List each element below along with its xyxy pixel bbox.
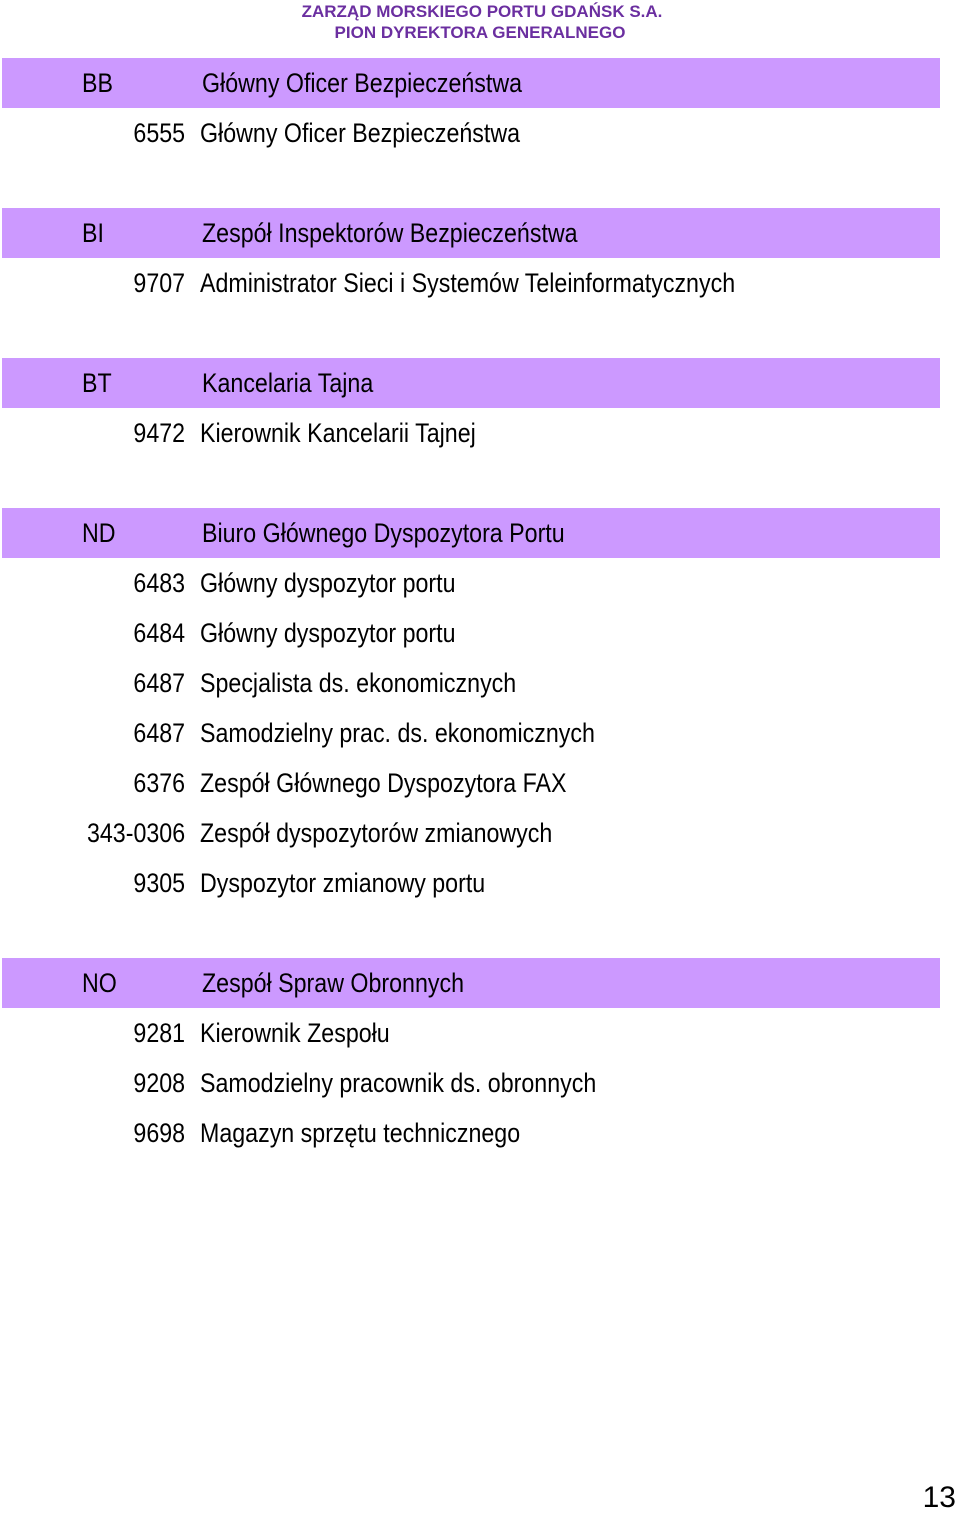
phone-extension: 6487 [133,668,185,698]
section-code: NO [82,968,117,998]
directory-entry [0,708,960,758]
phone-extension: 6487 [133,718,185,748]
entry-label: Kierownik Kancelarii Tajnej [200,418,476,448]
section-header [2,358,940,408]
entry-label: Magazyn sprzętu technicznego [200,1118,521,1148]
phone-extension: 9208 [133,1068,185,1098]
entry-label: Samodzielny prac. ds. ekonomicznych [200,718,595,748]
entry-label: Dyspozytor zmianowy portu [200,868,486,898]
section-bb [0,58,960,158]
directory-entry [0,558,960,608]
division-name: PION DYREKTORA GENERALNEGO [334,23,626,42]
entry-label: Samodzielny pracownik ds. obronnych [200,1068,597,1098]
entry-label: Główny dyspozytor portu [200,568,456,598]
section-title: Zespół Inspektorów Bezpieczeństwa [202,218,578,248]
section-code: ND [82,518,116,548]
directory-entry [0,408,960,458]
phone-extension: 6483 [133,568,185,598]
phone-extension: 9305 [133,868,185,898]
phone-extension: 9698 [133,1118,185,1148]
directory-entry [0,808,960,858]
phone-extension: 6555 [133,118,185,148]
section-header [2,508,940,558]
organization-name: ZARZĄD MORSKIEGO PORTU GDAŃSK S.A. [301,2,663,21]
entry-label: Administrator Sieci i Systemów Teleinformatycznych [200,268,736,298]
directory-entry [0,1058,960,1108]
phone-extension: 9472 [133,418,185,448]
section-nd [0,508,960,908]
page-number: 13 [922,1481,956,1514]
section-header [2,58,940,108]
document-header [0,2,960,43]
section-code: BI [82,218,104,248]
directory-entry [0,108,960,158]
section-code: BT [82,368,112,398]
directory-entry [0,758,960,808]
directory-entry [0,658,960,708]
section-code: BB [82,68,113,98]
directory-sections [0,58,960,1208]
section-header [2,958,940,1008]
directory-entry [0,1108,960,1158]
directory-entry [0,258,960,308]
phone-extension: 9281 [133,1018,185,1048]
phone-extension: 343-0306 [86,818,185,848]
section-bt [0,358,960,458]
entry-label: Specjalista ds. ekonomicznych [200,668,517,698]
section-no [0,958,960,1158]
entry-label: Główny Oficer Bezpieczeństwa [200,118,521,148]
section-bi [0,208,960,308]
entry-label: Kierownik Zespołu [200,1018,390,1048]
directory-entry [0,608,960,658]
section-title: Kancelaria Tajna [202,368,374,398]
phone-extension: 9707 [133,268,185,298]
directory-entry [0,858,960,908]
section-title: Zespół Spraw Obronnych [202,968,465,998]
section-title: Biuro Głównego Dyspozytora Portu [202,518,565,548]
entry-label: Zespół dyspozytorów zmianowych [200,818,553,848]
entry-label: Główny dyspozytor portu [200,618,456,648]
directory-entry [0,1008,960,1058]
section-header [2,208,940,258]
section-title: Główny Oficer Bezpieczeństwa [202,68,523,98]
phone-extension: 6376 [133,768,185,798]
entry-label: Zespół Głównego Dyspozytora FAX [200,768,567,798]
phone-extension: 6484 [133,618,185,648]
